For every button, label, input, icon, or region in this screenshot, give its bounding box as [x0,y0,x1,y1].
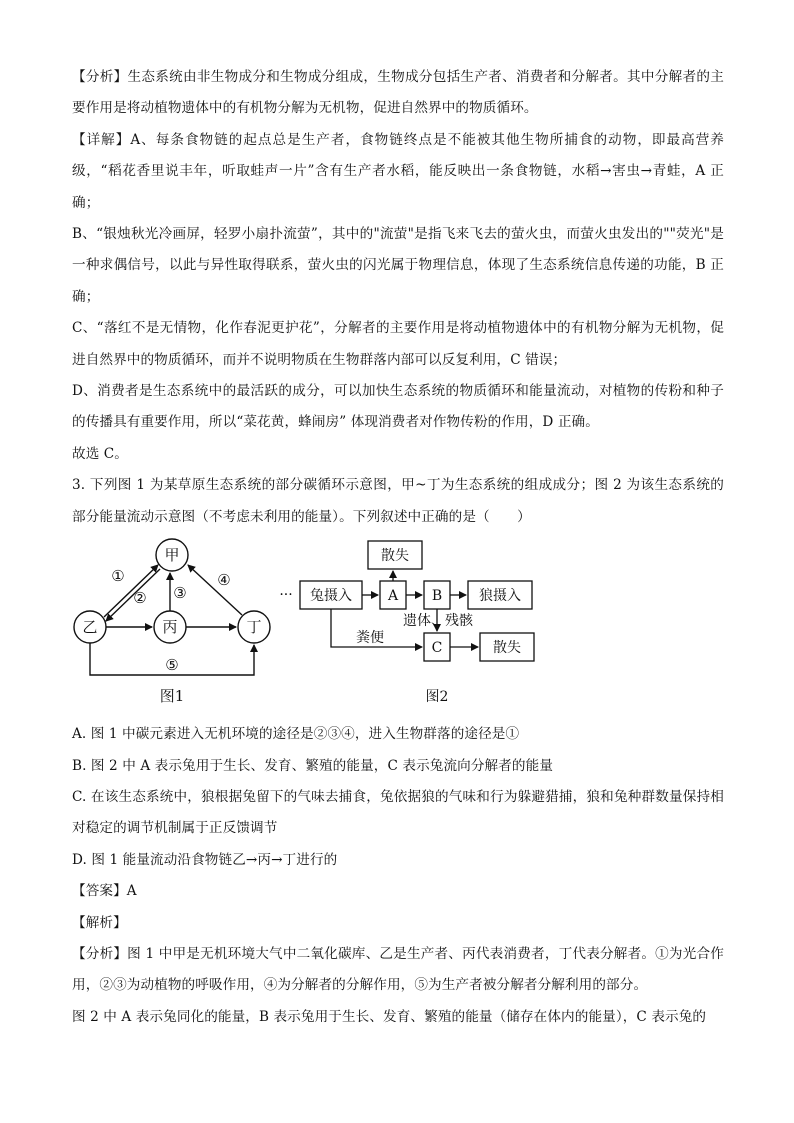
label-5: ⑤ [165,656,179,675]
figures-area [72,535,724,715]
node-ding: 丁 [246,618,262,637]
figures-svg [72,535,724,715]
label-yiti: 遗体、残骸 [403,613,473,630]
paragraph-detail-a: 【详解】A、每条食物链的起点总是生产者，食物链终点是不能被其他生物所捕食的动物，即最高营养级，“稻花香里说丰年，听取蛙声一片”含有生产者水稻，能反映出一条食物链，水稻→害虫→青蛙，A 正确； [72,131,724,211]
label-1: ① [111,567,125,586]
node-bing: 丙 [162,618,178,637]
paragraph-detail-c: C、“落红不是无情物，化作春泥更护花”，分解者的主要作用是将动植物遗体中的有机物分解为无机物，促进自然界中的物质循环，而并不说明物质在生物群落内部可以反复利用，C 错误； [72,320,724,368]
label-fenbian: 粪便 [356,630,384,647]
label-2: ② [133,589,147,608]
document-page [72,62,724,1033]
paragraph-detail-b: B、“银烛秋光冷画屏，轻罗小扇扑流萤”，其中的"流萤"是指飞来飞去的萤火虫，而萤火虫发出的""荧光"是一种求偶信号，以此与异性取得联系，萤火虫的闪光属于物理信息，体现了生态系统信息传递的功能，B 正确； [72,226,724,305]
analysis-fig1: 【分析】图 1 中甲是无机环境大气中二氧化碳库、乙是生产者、丙代表消费者，丁代表分解者。①为光合作用，②③为动植物的呼吸作用，④为分解者的分解作用，⑤为生产者被分解者分解利用的部分。 [72,945,724,994]
question-3-stem: 3. 下列图 1 为某草原生态系统的部分碳循环示意图，甲~丁为生态系统的组成成分；图 2 为该生态系统的部分能量流动示意图（不考虑未利用的能量）。下列叙述中正确的是（ ） [72,477,724,525]
analysis-fig2: 图 2 中 A 表示兔同化的能量，B 表示兔用于生长、发育、繁殖的能量（储存在体内的能量），C 表示兔的 [72,1008,707,1025]
analysis-heading: 【解析】 [72,914,127,931]
box-c-label: C [431,640,443,657]
arrow-4 [188,565,242,615]
box-b-label: B [431,588,443,605]
paragraph-analysis: 【分析】生态系统由非生物成分和生物成分组成，生物成分包括生产者、消费者和分解者。其中分解者的主要作用是将动植物遗体中的有机物分解为无机物，促进自然界中的物质循环。 [72,69,724,117]
paragraph-detail-d: D、消费者是生态系统中的最活跃的成分，可以加快生态系统的物质循环和能量流动，对植物的传粉和种子的传播具有重要作用，所以“菜花黄，蜂闹房” 体现消费者对作物传粉的作用，D 正确。 [72,383,724,431]
fig2-caption: 图2 [425,689,449,706]
option-c: C. 在该生态系统中，狼根据兔留下的气味去捕食，兔依据狼的气味和行为躲避猎捕，狼和兔种群数量保持相对稳定的调节机制属于正反馈调节 [72,788,724,837]
option-a: A. 图 1 中碳元素进入无机环境的途径是②③④，进入生物群落的途径是① [72,726,520,743]
box-sanshi-top-label: 散失 [381,548,409,565]
answer: 【答案】A [72,883,137,900]
box-tu-label: 兔摄入 [310,588,352,605]
dots: ··· [279,587,293,604]
label-3: ③ [173,584,187,603]
node-jia: 甲 [164,546,180,565]
fig1-caption: 图1 [159,687,185,706]
label-4: ④ [217,571,231,590]
option-d: D. 图 1 能量流动沿食物链乙→丙→丁进行的 [72,851,338,868]
option-b: B. 图 2 中 A 表示兔用于生长、发育、繁殖的能量，C 表示兔流向分解者的能量 [72,757,554,774]
paragraph-choice: 故选 C。 [72,445,129,462]
box-lang-label: 狼摄入 [479,588,521,605]
node-yi: 乙 [82,618,98,637]
box-a-label: A [387,588,399,605]
box-sanshi-bottom-label: 散失 [493,640,521,657]
